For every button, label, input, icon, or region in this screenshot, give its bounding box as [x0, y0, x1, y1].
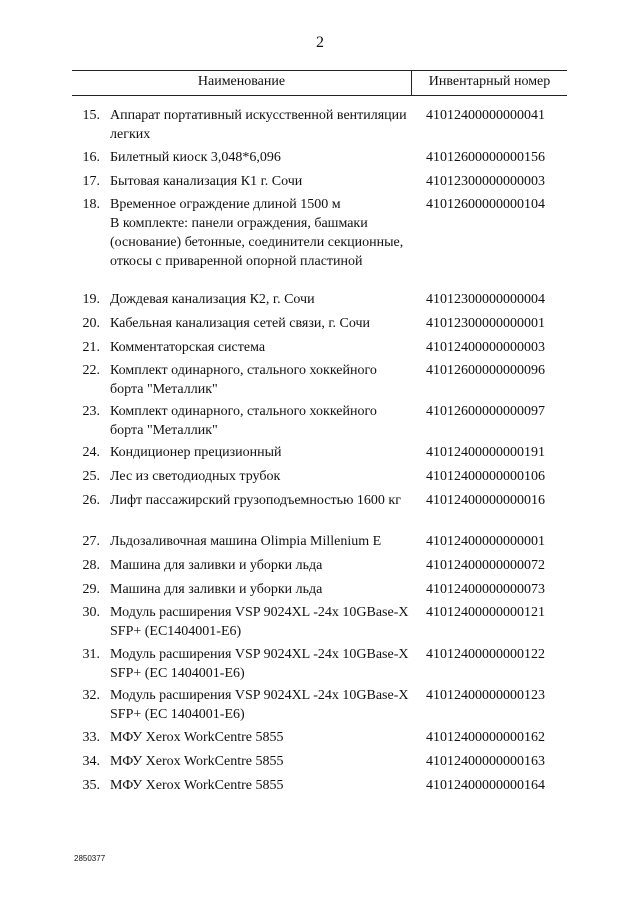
row-name: Кабельная канализация сетей связи, г. Сочи [110, 316, 371, 331]
row-name: Временное ограждение длиной 1500 м В комплекте: панели ограждения, башмаки (основание) бетонные, соединители секционные, откосы с приваренной опорной пластиной [110, 197, 404, 269]
row-number: 22. [82, 363, 100, 378]
row-inventory-number: 41012400000000121 [426, 605, 545, 620]
row-name: Модуль расширения VSP 9024XL -24x 10GBase-X SFP+ (EC 1404001-E6) [110, 688, 409, 722]
row-inventory-number: 41012600000000156 [426, 150, 545, 165]
row-name: Машина для заливки и уборки льда [110, 582, 323, 597]
row-name: МФУ Xerox WorkCentre 5855 [110, 778, 284, 793]
row-number: 27. [82, 534, 100, 549]
row-name: Дождевая канализация К2, г. Сочи [110, 292, 315, 307]
row-number: 21. [82, 340, 100, 355]
row-inventory-number: 41012400000000123 [426, 688, 545, 703]
row-number: 28. [82, 558, 100, 573]
row-number: 25. [82, 469, 100, 484]
row-inventory-number: 41012400000000122 [426, 647, 545, 662]
row-number: 20. [82, 316, 100, 331]
row-inventory-number: 41012400000000164 [426, 778, 545, 793]
row-inventory-number: 41012400000000016 [426, 493, 545, 508]
row-number: 24. [82, 445, 100, 460]
row-inventory-number: 41012300000000001 [426, 316, 545, 331]
page-number: 2 [316, 34, 324, 51]
row-inventory-number: 41012600000000096 [426, 363, 545, 378]
row-inventory-number: 41012400000000163 [426, 754, 545, 769]
row-number: 32. [82, 688, 100, 703]
row-name: Машина для заливки и уборки льда [110, 558, 323, 573]
row-name: Кондиционер прецизионный [110, 445, 282, 460]
row-inventory-number: 41012300000000003 [426, 174, 545, 189]
row-inventory-number: 41012400000000041 [426, 108, 545, 123]
row-name: МФУ Xerox WorkCentre 5855 [110, 730, 284, 745]
footer-document-code: 2850377 [74, 854, 106, 863]
row-name: Бытовая канализация К1 г. Сочи [110, 174, 303, 189]
row-name: Льдозаливочная машина Olimpia Millenium E [110, 534, 382, 549]
row-name: Модуль расширения VSP 9024XL -24x 10GBase-X SFP+ (EC 1404001-E6) [110, 647, 409, 681]
row-number: 30. [82, 605, 100, 620]
row-number: 34. [82, 754, 100, 769]
row-name: Комплект одинарного, стального хоккейного борта "Металлик" [110, 363, 377, 397]
row-name: Лес из светодиодных трубок [110, 469, 281, 484]
row-name: Лифт пассажирский грузоподъемностью 1600 кг [110, 493, 401, 508]
row-inventory-number: 41012400000000001 [426, 534, 545, 549]
row-inventory-number: 41012400000000072 [426, 558, 545, 573]
row-inventory-number: 41012400000000073 [426, 582, 545, 597]
row-number: 15. [82, 108, 100, 123]
row-number: 33. [82, 730, 100, 745]
row-inventory-number: 41012400000000003 [426, 340, 545, 355]
row-number: 18. [82, 197, 100, 212]
row-number: 16. [82, 150, 100, 165]
row-name: МФУ Xerox WorkCentre 5855 [110, 754, 284, 769]
row-name: Модуль расширения VSP 9024XL -24x 10GBase-X SFP+ (EC1404001-E6) [110, 605, 409, 639]
row-inventory-number: 41012300000000004 [426, 292, 545, 307]
row-number: 17. [82, 174, 100, 189]
header-name-column: Наименование [72, 71, 412, 95]
row-inventory-number: 41012600000000104 [426, 197, 545, 212]
row-inventory-number: 41012400000000162 [426, 730, 545, 745]
row-number: 23. [82, 404, 100, 419]
row-name: Билетный киоск 3,048*6,096 [110, 150, 281, 165]
row-number: 31. [82, 647, 100, 662]
row-number: 19. [82, 292, 100, 307]
row-number: 35. [82, 778, 100, 793]
row-inventory-number: 41012400000000106 [426, 469, 545, 484]
row-name: Комментаторская система [110, 340, 266, 355]
row-number: 26. [82, 493, 100, 508]
row-name: Комплект одинарного, стального хоккейного борта "Металлик" [110, 404, 377, 438]
row-number: 29. [82, 582, 100, 597]
header-inventory-column: Инвентарный номер [428, 74, 551, 89]
row-inventory-number: 41012600000000097 [426, 404, 545, 419]
row-inventory-number: 41012400000000191 [426, 445, 545, 460]
row-name: Аппарат портативный искусственной вентиляции легких [110, 108, 407, 142]
